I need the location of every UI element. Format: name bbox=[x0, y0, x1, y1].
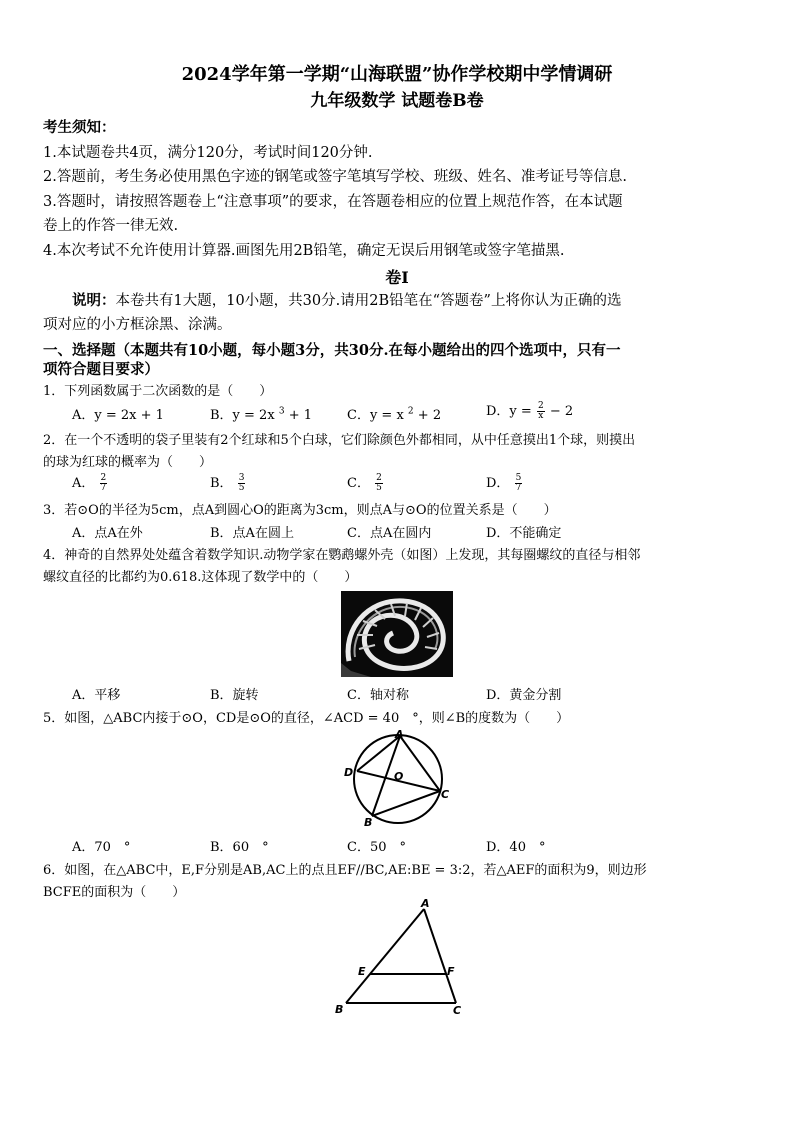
q6-label-c: C bbox=[453, 1004, 462, 1017]
q5-option-b: B．60 ° bbox=[210, 840, 269, 855]
q1-option-b bbox=[210, 404, 312, 423]
notice-heading: 考生须知： bbox=[43, 119, 116, 136]
q1-option-c bbox=[347, 404, 441, 423]
option-letter: C． bbox=[347, 476, 370, 491]
exam-title: 2024学年第一学期“山海联盟”协作学校期中学情调研 bbox=[181, 64, 613, 85]
fraction-denominator: x bbox=[538, 411, 544, 421]
q5-label-d: D bbox=[344, 766, 354, 779]
option-letter: A． bbox=[72, 476, 95, 491]
notice-item-1: 1.本试题卷共4页，满分120分，考试时间120分钟. bbox=[43, 145, 373, 161]
q6-label-e: E bbox=[358, 965, 366, 978]
q6-triangle-figure bbox=[318, 893, 478, 1019]
q1-option-b-exponent: 3 bbox=[278, 406, 285, 417]
q2-option-a bbox=[72, 472, 108, 493]
q3-option-d: D．不能确定 bbox=[486, 526, 562, 541]
section-heading-cont: 项符合题目要求） bbox=[43, 361, 159, 378]
q5-option-d: D．40 ° bbox=[486, 840, 546, 855]
fraction-numerator: 5 bbox=[515, 473, 522, 483]
fraction-numerator: 2 bbox=[100, 473, 107, 483]
q5-option-a: A．70 ° bbox=[72, 840, 131, 855]
q5-label-b: B bbox=[364, 816, 373, 829]
q6-label-a: A bbox=[421, 897, 430, 910]
nautilus-shell-image bbox=[341, 591, 453, 677]
volume-title: 卷Ⅰ bbox=[385, 268, 409, 287]
q1-option-b-tail: + 1 bbox=[288, 408, 312, 423]
q3-option-c: C．点A在圆内 bbox=[347, 526, 432, 541]
notice-item-2: 2.答题前，考生务必使用黑色字迹的钢笔或签字笔填写学校、班级、姓名、准考证号等信息. bbox=[43, 169, 627, 185]
q5-stem: 5．如图，△ABC内接于⊙O，CD是⊙O的直径，∠ACD = 40 °，则∠B的度数为（ ） bbox=[43, 711, 570, 726]
q2-stem: 2．在一个不透明的袋子里装有2个红球和5个白球，它们除颜色外都相同，从中任意摸出1个球，则摸出 bbox=[43, 433, 636, 448]
q2-option-c-fraction bbox=[375, 474, 383, 493]
fraction-denominator: 5 bbox=[238, 483, 245, 493]
volume-note bbox=[72, 289, 621, 310]
q1-option-d-fraction bbox=[537, 402, 545, 421]
q4-option-b: B．旋转 bbox=[210, 688, 259, 703]
volume-note-cont: 项对应的小方框涂黑、涂满。 bbox=[43, 317, 232, 333]
q1-option-a: A．y = 2x + 1 bbox=[72, 408, 164, 423]
q6-stem: 6．如图，在△ABC中，E,F分别是AB,AC上的点且EF//BC,AE:BE = 3:2，若△AEF的面积为9，则边形 bbox=[43, 863, 647, 878]
q2-option-a-fraction bbox=[100, 474, 108, 493]
q2-stem-cont: 的球为红球的概率为（ ） bbox=[43, 455, 213, 470]
q4-stem: 4．神奇的自然界处处蕴含着数学知识.动物学家在鹦鹉螺外壳（如图）上发现，其每圈螺纹的直径与相邻 bbox=[43, 548, 641, 563]
q3-option-a: A．点A在外 bbox=[72, 526, 143, 541]
q6-label-f: F bbox=[447, 965, 455, 978]
q6-label-b: B bbox=[335, 1003, 344, 1016]
q6-stem-cont: BCFE的面积为（ ） bbox=[43, 885, 186, 900]
q3-stem: 3．若⊙O的半径为5cm，点A到圆心O的距离为3cm，则点A与⊙O的位置关系是（ ） bbox=[43, 503, 557, 518]
volume-note-text: 本卷共有1大题，10小题，共30分.请用2B铅笔在“答题卷”上将你认为正确的选 bbox=[115, 293, 622, 309]
q5-option-c: C．50 ° bbox=[347, 840, 406, 855]
q3-option-b: B．点A在圆上 bbox=[210, 526, 294, 541]
notice-item-3: 3.答题时，请按照答题卷上“注意事项”的要求，在答题卷相应的位置上规范作答，在本试题 bbox=[43, 194, 623, 210]
q2-option-c bbox=[347, 472, 384, 493]
fraction-denominator: 5 bbox=[376, 483, 382, 493]
q4-stem-cont: 螺纹直径的比都约为0.618.这体现了数学中的（ ） bbox=[43, 570, 358, 585]
q1-option-c-base: C．y = x bbox=[347, 408, 404, 423]
fraction-numerator: 2 bbox=[376, 473, 382, 483]
q2-option-b-fraction bbox=[238, 474, 246, 493]
q5-circle-figure bbox=[330, 726, 460, 830]
q1-option-d bbox=[486, 400, 573, 421]
q1-option-c-exponent: 2 bbox=[407, 406, 414, 417]
q1-option-b-base: B．y = 2x bbox=[210, 408, 275, 423]
notice-item-4: 4.本次考试不允许使用计算器.画图先用2B铅笔，确定无误后用钢笔或签字笔描黑. bbox=[43, 243, 565, 259]
q2-option-b bbox=[210, 472, 246, 493]
fraction-numerator: 2 bbox=[537, 401, 544, 411]
section-heading: 一、选择题（本题共有10小题，每小题3分，共30分.在每小题给出的四个选项中，只有一 bbox=[43, 342, 621, 359]
q1-option-c-tail: + 2 bbox=[417, 408, 442, 423]
notice-item-3-cont: 卷上的作答一律无效. bbox=[43, 218, 179, 234]
volume-note-label: 说明： bbox=[72, 292, 116, 309]
fraction-numerator: 3 bbox=[238, 473, 245, 483]
q5-label-a: A bbox=[395, 728, 404, 741]
q1-option-d-tail: − 2 bbox=[549, 404, 574, 419]
q1-stem: 1．下列函数属于二次函数的是（ ） bbox=[43, 384, 273, 399]
q4-option-d: D．黄金分割 bbox=[486, 688, 562, 703]
q2-option-d-fraction bbox=[515, 474, 523, 493]
option-letter: B． bbox=[210, 476, 233, 491]
option-letter: D． bbox=[486, 476, 510, 491]
q4-option-a: A．平移 bbox=[72, 688, 121, 703]
q1-option-d-lead: D．y = bbox=[486, 404, 532, 419]
fraction-denominator: 7 bbox=[100, 483, 107, 493]
q5-label-o: O bbox=[394, 770, 404, 783]
fraction-denominator: 7 bbox=[515, 483, 522, 493]
exam-subtitle: 九年级数学 试题卷B卷 bbox=[310, 91, 484, 111]
q5-label-c: C bbox=[441, 788, 450, 801]
q4-option-c: C．轴对称 bbox=[347, 688, 409, 703]
q2-option-d bbox=[486, 472, 523, 493]
